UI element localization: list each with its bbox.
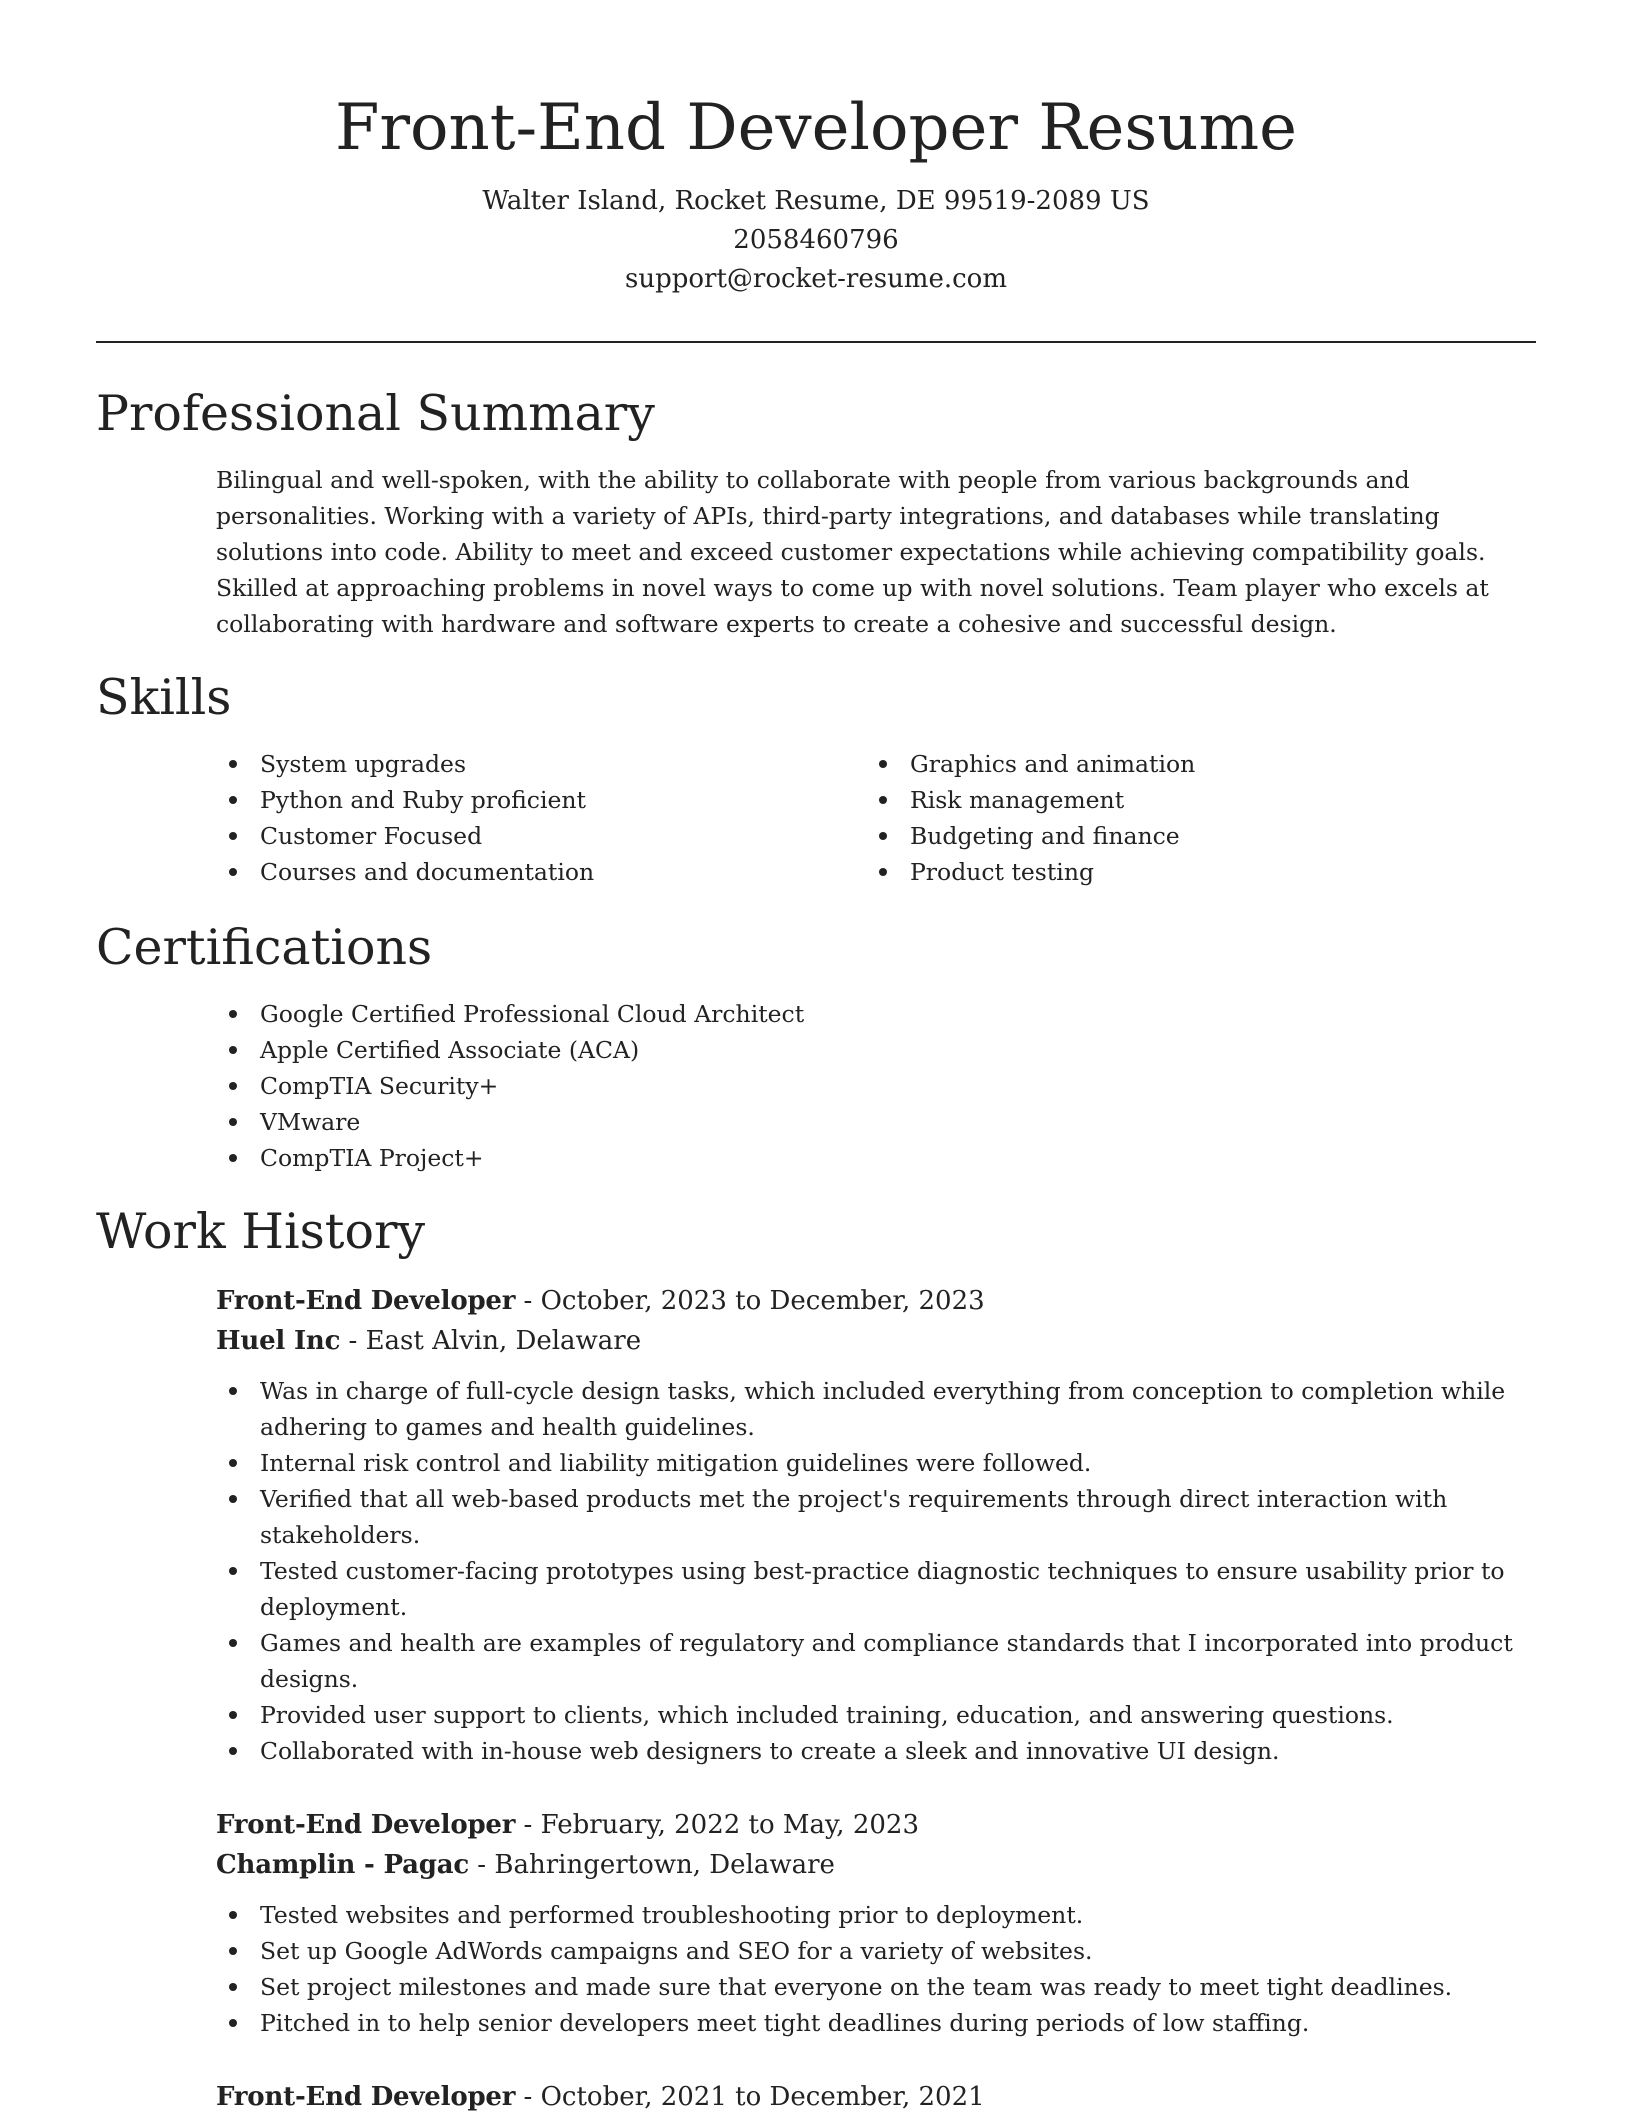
- job-bullet: Set up Google AdWords campaigns and SEO for a variety of websites.: [216, 1933, 1526, 1969]
- job-location: East Alvin, Delaware: [365, 1326, 642, 1356]
- job-dates: February, 2022 to May, 2023: [540, 1810, 919, 1840]
- resume-title: Front-End Developer Resume: [334, 91, 1298, 165]
- certification-item: VMware: [216, 1104, 804, 1140]
- certification-item: Apple Certified Associate (ACA): [216, 1032, 804, 1068]
- job-bullet: Set project milestones and made sure that everyone on the team was ready to meet tight deadlines.: [216, 1969, 1526, 2005]
- skill-item: Product testing: [866, 854, 1195, 890]
- skill-item: Graphics and animation: [866, 746, 1195, 782]
- certification-item: CompTIA Security+: [216, 1068, 804, 1104]
- contact-block: [0, 182, 1632, 299]
- summary-text: Bilingual and well-spoken, with the ability to collaborate with people from various backgrounds and personalities. Working with a variety of APIs, third-party integrations, and databases while translating solutions into code. Ability to meet and exceed customer expectations while achieving compatibility goals. Skilled at approaching problems in novel ways to come up with novel solutions. Team player who excels at collaborating with hardware and software experts to create a cohesive and successful design.: [216, 466, 1489, 638]
- work-history-heading: Work History: [96, 1203, 426, 1260]
- certifications-heading: Certifications: [96, 919, 433, 976]
- skill-item: Budgeting and finance: [866, 818, 1195, 854]
- job-company: Huel Inc: [216, 1326, 341, 1356]
- skill-item: Risk management: [866, 782, 1195, 818]
- job-entry: [216, 1281, 1526, 1769]
- job-title: Front-End Developer: [216, 1810, 516, 1840]
- job-bullet: Verified that all web-based products met the project's requirements through direct interaction with stakeholders.: [216, 1481, 1526, 1553]
- contact-phone: 2058460796: [733, 225, 899, 255]
- job-entry: [216, 2077, 1526, 2117]
- job-title-line: Front-End Developer - October, 2021 to December, 2021: [216, 2082, 985, 2112]
- job-dates: October, 2023 to December, 2023: [540, 1286, 985, 1316]
- summary-heading: Professional Summary: [96, 385, 655, 442]
- header-divider: [96, 341, 1536, 343]
- skills-heading: Skills: [96, 669, 232, 726]
- job-title-line: Front-End Developer - February, 2022 to May, 2023: [216, 1810, 919, 1840]
- contact-address: Walter Island, Rocket Resume, DE 99519-2089 US: [482, 186, 1150, 216]
- job-bullet: Tested customer-facing prototypes using best-practice diagnostic techniques to ensure usability prior to deployment.: [216, 1553, 1526, 1625]
- skills-list-right: [866, 746, 1195, 890]
- skill-item: Courses and documentation: [216, 854, 594, 890]
- job-bullets: [216, 1373, 1526, 1769]
- certifications-list: [216, 996, 804, 1176]
- job-company: Champlin - Pagac: [216, 1850, 470, 1880]
- job-bullet: Pitched in to help senior developers meet tight deadlines during periods of low staffing.: [216, 2005, 1526, 2041]
- job-bullet: Internal risk control and liability mitigation guidelines were followed.: [216, 1445, 1526, 1481]
- job-bullet: Provided user support to clients, which included training, education, and answering questions.: [216, 1697, 1526, 1733]
- contact-email: support@rocket-resume.com: [624, 264, 1007, 294]
- job-title-line: Front-End Developer - October, 2023 to December, 2023: [216, 1286, 985, 1316]
- job-bullet: Was in charge of full-cycle design tasks, which included everything from conception to completion while adhering to games and health guidelines.: [216, 1373, 1526, 1445]
- skill-item: System upgrades: [216, 746, 594, 782]
- skill-item: Python and Ruby proficient: [216, 782, 594, 818]
- job-bullet: Games and health are examples of regulatory and compliance standards that I incorporated into product designs.: [216, 1625, 1526, 1697]
- certification-item: Google Certified Professional Cloud Architect: [216, 996, 804, 1032]
- job-bullet: Tested websites and performed troubleshooting prior to deployment.: [216, 1897, 1526, 1933]
- job-title: Front-End Developer: [216, 2082, 516, 2112]
- job-company-line: Huel Inc - East Alvin, Delaware: [216, 1326, 642, 1356]
- job-bullet: Collaborated with in-house web designers to create a sleek and innovative UI design.: [216, 1733, 1526, 1769]
- job-location: Bahringertown, Delaware: [494, 1850, 835, 1880]
- skills-list-left: [216, 746, 594, 890]
- resume-header: [0, 0, 1632, 299]
- job-title: Front-End Developer: [216, 1286, 516, 1316]
- job-dates: October, 2021 to December, 2021: [540, 2082, 985, 2112]
- job-entry: [216, 1805, 1526, 2041]
- job-company-line: Champlin - Pagac - Bahringertown, Delaware: [216, 1850, 835, 1880]
- skill-item: Customer Focused: [216, 818, 594, 854]
- certification-item: CompTIA Project+: [216, 1140, 804, 1176]
- job-bullets: [216, 1897, 1526, 2041]
